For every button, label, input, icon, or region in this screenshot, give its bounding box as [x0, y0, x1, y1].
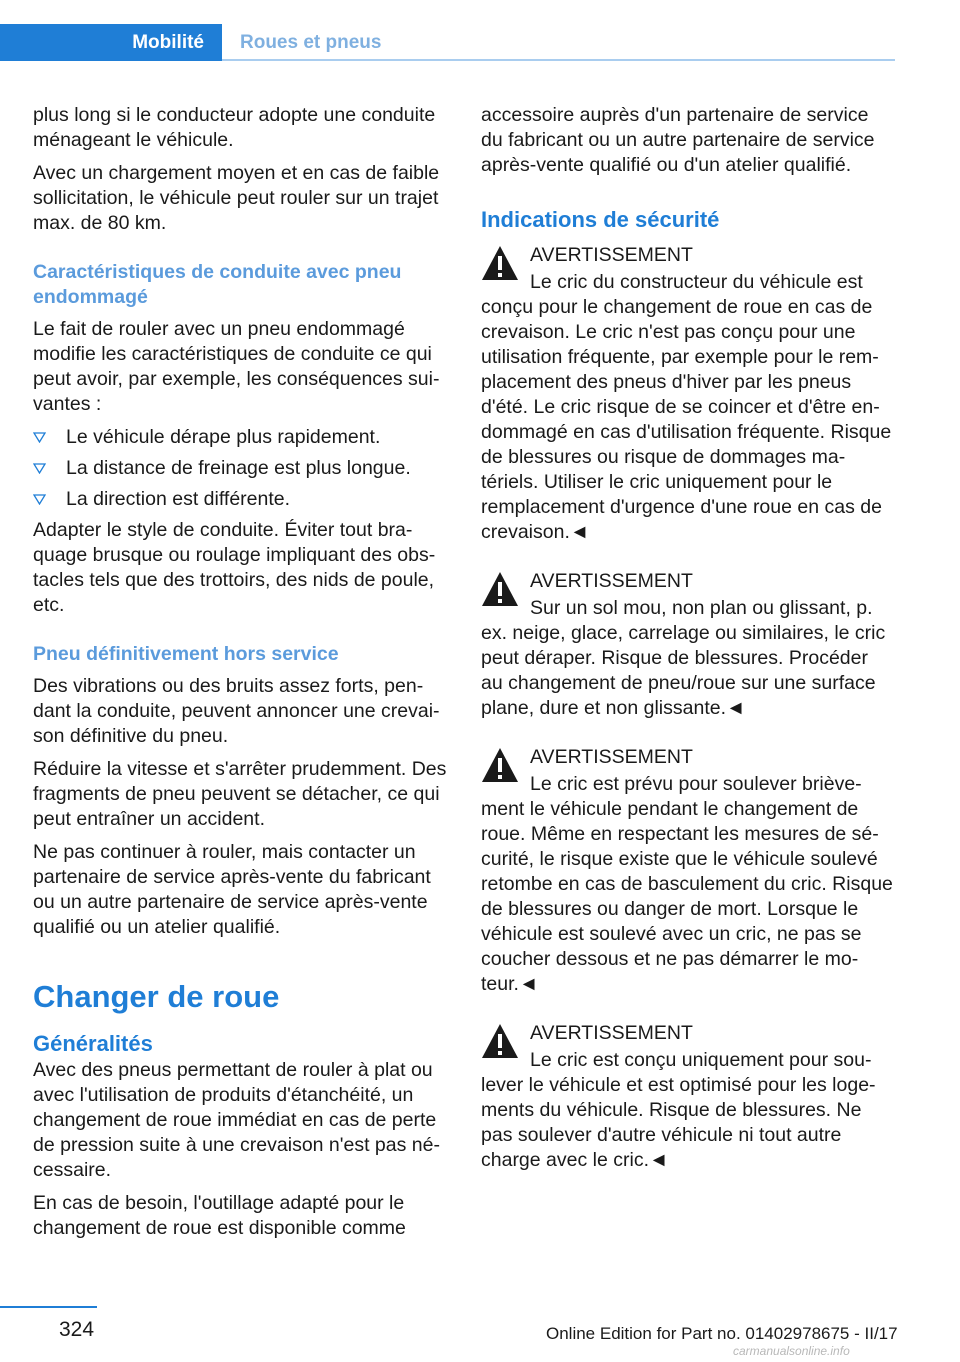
paragraph: Adapter le style de conduite. Éviter tout braquage brusque ou roulage impliquant des obstacles tels que des trottoirs, des nids de poule, etc. — [33, 519, 436, 616]
triangle-bullet-icon — [33, 425, 47, 450]
tab-roues-et-pneus[interactable] — [222, 24, 381, 61]
warning-title: AVERTISSEMENT — [530, 746, 693, 768]
warning-text: Le cric du constructeur du véhicule est conçu pour le changement de roue en cas de crevaison. Le cric n'est pas conçu pour une utilisation fréquente, par exemple pour le remplacement des pneus d'hiver par les pneus d'été. Le cric risque de se coincer et d'être endommagé en cas d'utilisation fréquente. Risque de blessures ou risque de dommages matériels. Utiliser le cric uniquement pour le remplacement d'urgence d'une roue en cas de crevaison.◄ — [481, 271, 892, 543]
tab-mobilite[interactable] — [0, 24, 222, 61]
paragraph: accessoire auprès d'un partenaire de service du fabricant ou un autre partenaire de service après-vente qualifié ou d'un atelier qualifié. — [481, 104, 875, 176]
warning-triangle-icon — [481, 1023, 519, 1059]
edition-info: Online Edition for Part no. 01402978675 - II/17 — [546, 1324, 898, 1343]
paragraph: En cas de besoin, l'outillage adapté pour le changement de roue est disponible comme — [33, 1192, 406, 1239]
paragraph: Des vibrations ou des bruits assez forts, pendant la conduite, peuvent annoncer une crevaison définitive du pneu. — [33, 675, 440, 747]
warning-triangle-icon — [481, 245, 519, 281]
list-item-text: Le véhicule dérape plus rapidement. — [66, 426, 381, 448]
triangle-bullet-icon — [33, 456, 47, 481]
paragraph: Avec un chargement moyen et en cas de faible sollicitation, le véhicule peut rouler sur un trajet max. de 80 km. — [33, 162, 440, 234]
warning-text: Le cric est prévu pour soulever brièvement le véhicule pendant le changement de roue. Même en respectant les mesures de sécurité, le risque existe que le véhicule soulevé retombe en cas de basculement du cric. Risque de blessures ou danger de mort. Lorsque le véhicule est soulevé avec un cric, ne pas se coucher dessous et ne pas démarrer le moteur.◄ — [481, 773, 893, 995]
heading-general: Généralités — [33, 1031, 153, 1056]
warning-triangle-icon — [481, 571, 519, 607]
left-column — [33, 103, 447, 1249]
footer-divider — [0, 1306, 97, 1308]
heading-safety: Indications de sécurité — [481, 207, 720, 232]
warning-triangle-icon — [481, 747, 519, 783]
list-item — [33, 456, 447, 481]
paragraph: Avec des pneus permettant de rouler à plat ou avec l'utilisation de produits d'étanchéité, un changement de roue immédiat en cas de perte de pression suite à une crevaison n'est pas nécessaire. — [33, 1059, 440, 1181]
page-number: 324 — [59, 1318, 95, 1341]
warning-block — [481, 1021, 893, 1173]
paragraph: Ne pas continuer à rouler, mais contacter un partenaire de service après-vente du fabricant ou un autre partenaire de service après-vente qualifié ou un atelier qualifié. — [33, 841, 431, 938]
list-item-text: La direction est différente. — [66, 488, 291, 510]
warning-block — [481, 745, 893, 997]
paragraph: Réduire la vitesse et s'arrêter prudemment. Des fragments de pneu peuvent se détacher, ce qui peut entraîner un accident. — [33, 758, 447, 830]
tab-mobilite-label: Mobilité — [132, 31, 204, 53]
paragraph: Le fait de rouler avec un pneu endommagé modifie les caractéristiques de conduite ce qui peut avoir, par exemple, les conséquences suivantes : — [33, 318, 440, 415]
warning-title: AVERTISSEMENT — [530, 570, 693, 592]
header-divider — [222, 59, 895, 61]
warning-title: AVERTISSEMENT — [530, 244, 693, 266]
warning-title: AVERTISSEMENT — [530, 1022, 693, 1044]
page-header — [0, 24, 895, 61]
triangle-bullet-icon — [33, 487, 47, 512]
warning-block — [481, 243, 893, 545]
warning-text: Sur un sol mou, non plan ou glissant, p. ex. neige, glace, carrelage ou similaires, le cric peut déraper. Risque de blessures. Procéder au changement de pneu/roue sur une surface plane, dure et non glissante.◄ — [481, 597, 886, 719]
list-item — [33, 425, 447, 450]
heading-damaged-tire: Caractéristiques de conduite avec pneu endommagé — [33, 261, 402, 308]
list-item-text: La distance de freinage est plus longue. — [66, 457, 411, 479]
tab-roues-et-pneus-label: Roues et pneus — [240, 31, 382, 53]
paragraph: plus long si le conducteur adopte une conduite ménageant le véhicule. — [33, 104, 436, 151]
right-column — [481, 103, 893, 1197]
watermark: carmanualsonline.info — [733, 1344, 850, 1358]
list-item — [33, 487, 447, 512]
heading-change-wheel: Changer de roue — [33, 979, 280, 1014]
warning-text: Le cric est conçu uniquement pour soulever le véhicule et est optimisé pour les logements du véhicule. Risque de blessures. Ne pas soulever d'autre véhicule ni tout autre charge avec le cric.◄ — [481, 1049, 876, 1171]
consequences-list — [33, 425, 447, 512]
heading-tire-out-of-service: Pneu définitivement hors service — [33, 643, 339, 665]
warning-block — [481, 569, 893, 721]
